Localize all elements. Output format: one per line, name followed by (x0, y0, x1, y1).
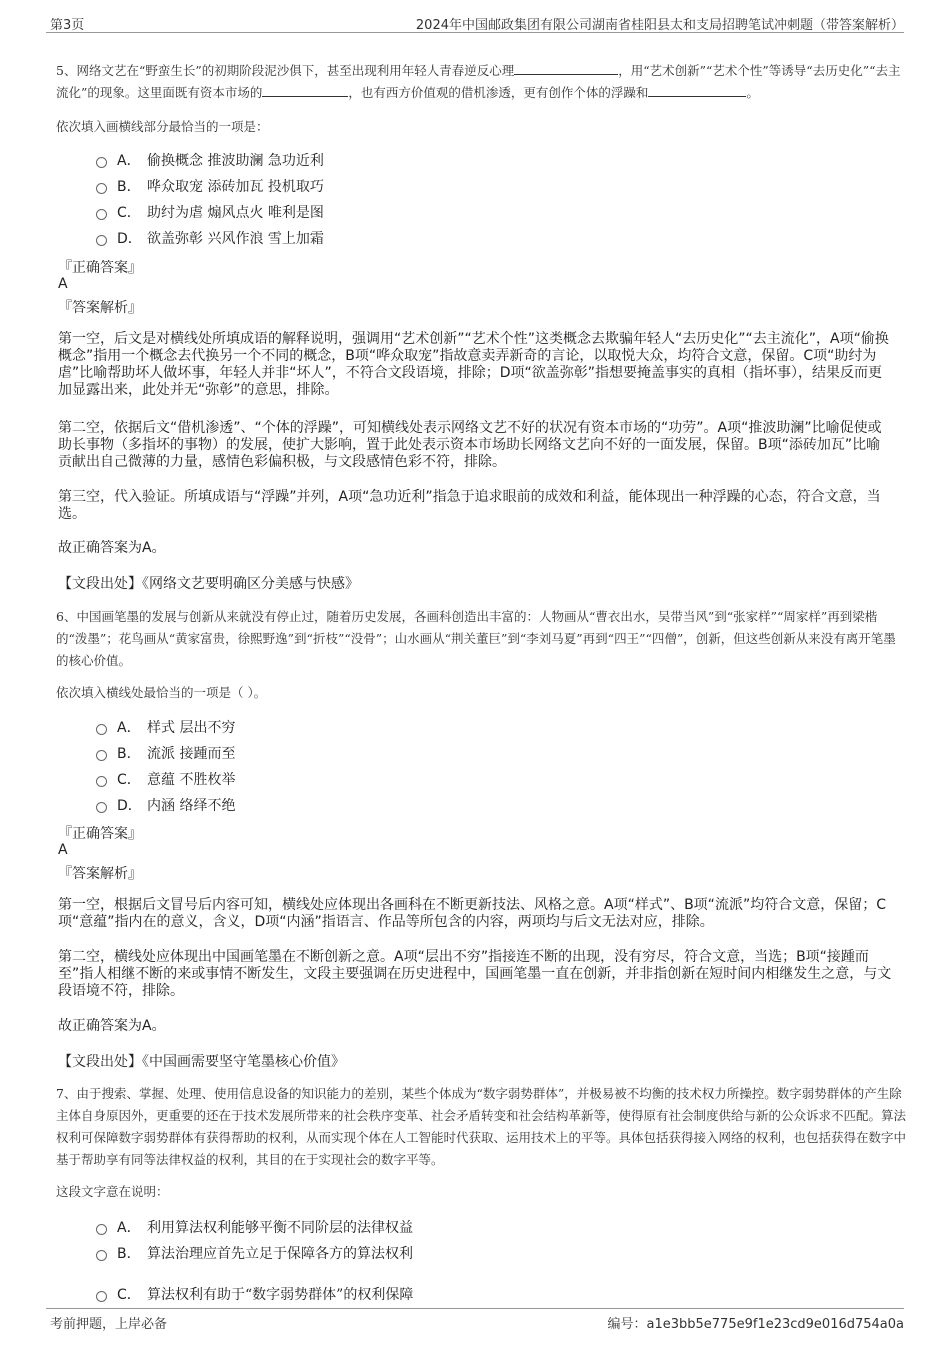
radio-icon[interactable] (96, 157, 107, 168)
blank-3 (648, 84, 746, 97)
page-number: 第3页 (50, 18, 85, 33)
blank-1 (514, 62, 618, 75)
question-6-option-d[interactable]: D． 内涵 络绎不绝 (96, 795, 235, 815)
radio-icon[interactable] (96, 802, 107, 813)
question-7-prompt: 这段文字意在说明： (56, 1184, 169, 1199)
footer-divider (46, 1308, 904, 1309)
question-7-stem: 7、由于搜索、掌握、处理、使用信息设备的知识能力的差别，某些个体成为“数字弱势群体”，并极易被不均衡的技术权力所操控。数字弱势群体的产生除主体自身原因外，更重要的还在于技术发展所带来的社会秩序变革、社会矛盾转变和社会结构革新等，使得原有社会制度供给与新的公众诉求不匹配。算法权利可保障数字弱势群体有获得帮助的权利，从而实现个体在人工智能时代获取、运用技术上的平等。具体包括获得接入网络的权利，也包括获得在数字中基于帮助享有同等法律权益的权利，其目的在于实现社会的数字平等。 (56, 1086, 907, 1167)
radio-icon[interactable] (96, 1291, 107, 1302)
radio-icon[interactable] (96, 750, 107, 761)
question-5-option-c[interactable]: C． 助纣为虐 煽风点火 唯利是图 (96, 202, 324, 222)
passage-source: 【文段出处】《中国画需要坚守笔墨核心价值》 (58, 1054, 345, 1070)
question-6-option-b[interactable]: B． 流派 接踵而至 (96, 743, 235, 763)
document-code: 编号：a1e3bb5e775e9f1e23cd9e016d754a0a (607, 1317, 904, 1332)
question-5-option-d[interactable]: D． 欲盖弥彰 兴风作浪 雪上加霜 (96, 228, 324, 248)
question-6-option-c[interactable]: C． 意蕴 不胜枚举 (96, 769, 235, 789)
question-7-option-a[interactable]: A． 利用算法权利能够平衡不同阶层的法律权益 (96, 1217, 413, 1237)
analysis-paragraph: 第一空，根据后文冒号后内容可知，横线处应体现出各画科在不断更新技法、风格之意。A项“样式”、B项“流派”均符合文意，保留；C项“意蕴”指内在的意义，含义，D项“内涵”指语言、作品等所包含的内容，两项均与后文无法对应，排除。 (58, 897, 886, 930)
document-title: 2024年中国邮政集团有限公司湖南省桂阳县太和支局招聘笔试冲刺题（带答案解析） (415, 18, 904, 33)
radio-icon[interactable] (96, 183, 107, 194)
question-6-prompt: 依次填入横线处最恰当的一项是（ ）。 (56, 685, 267, 700)
analysis-paragraph: 第三空，代入验证。所填成语与“浮躁”并列，A项“急功近利”指急于追求眼前的成效和利益，能体现出一种浮躁的心态，符合文意，当选。 (58, 489, 881, 522)
radio-icon[interactable] (96, 209, 107, 220)
analysis-conclusion: 故正确答案为A。 (58, 1018, 166, 1034)
question-5-option-b[interactable]: B． 哗众取宠 添砖加瓦 投机取巧 (96, 176, 324, 196)
question-5-option-a[interactable]: A． 偷换概念 推波助澜 急功近利 (96, 150, 324, 170)
header-divider (46, 32, 904, 33)
question-7-option-c[interactable]: C． 算法权利有助于“数字弱势群体”的权利保障 (96, 1284, 413, 1304)
analysis-label: 『答案解析』 (58, 300, 142, 316)
question-7-option-b[interactable]: B． 算法治理应首先立足于保障各方的算法权利 (96, 1243, 413, 1263)
footer-slogan: 考前押题，上岸必备 (50, 1317, 168, 1332)
radio-icon[interactable] (96, 776, 107, 787)
radio-icon[interactable] (96, 1250, 107, 1261)
analysis-paragraph: 第一空，后文是对横线处所填成语的解释说明，强调用“艺术创新”“艺术个性”这类概念去欺骗年轻人“去历史化”“去主流化”，A项“偷换概念”指用一个概念去代换另一个不同的概念，B项“哗众取宠”指故意卖弄新奇的言论，以取悦大众，均符合文意，保留。C项“助纣为虐”比喻帮助坏人做坏事，年轻人并非“坏人”，不符合文段语境，排除；D项“欲盖弥彰”指想要掩盖事实的真相（指坏事），结果反而更加显露出来，此处并无“弥彰”的意思，排除。 (58, 331, 889, 398)
radio-icon[interactable] (96, 1224, 107, 1235)
radio-icon[interactable] (96, 235, 107, 246)
analysis-paragraph: 第二空，横线处应体现出中国画笔墨在不断创新之意。A项“层出不穷”指接连不断的出现，没有穷尽，符合文意，当选；B项“接踵而至”指人相继不断的来或事情不断发生，文段主要强调在历史进程中，国画笔墨一直在创新，并非指创新在短时间内相继发生之意，与文段语境不符，排除。 (58, 949, 892, 999)
question-5-prompt: 依次填入画横线部分最恰当的一项是： (56, 119, 269, 134)
question-5-stem: 5、网络文艺在“野蛮生长”的初期阶段泥沙俱下，甚至出现利用年轻人青春逆反心理 ，用“艺术创新”“艺术个性”等诱导“去历史化”“去主流化”的现象。这里面既有资本市场的 ，也有西方价值观的借机渗透，更有创作个体的浮躁和 。 (56, 63, 901, 100)
radio-icon[interactable] (96, 724, 107, 735)
analysis-label: 『答案解析』 (58, 866, 142, 882)
correct-answer-value: A (58, 842, 68, 858)
analysis-paragraph: 第二空，依据后文“借机渗透”、“个体的浮躁”，可知横线处表示网络文艺不好的状况有资本市场的“功劳”。A项“推波助澜”比喻促使或助长事物（多指坏的事物）的发展，使扩大影响，置于此处表示资本市场助长网络文艺向不好的一面发展，保留。B项“添砖加瓦”比喻贡献出自己微薄的力量，感情色彩偏积极，与文段感情色彩不符，排除。 (58, 420, 882, 470)
question-6-stem: 6、中国画笔墨的发展与创新从来就没有停止过，随着历史发展，各画科创造出丰富的：人物画从“曹衣出水，吴带当风”到“张家样”“周家样”再到梁楷的“泼墨”；花鸟画从“黄家富贵，徐熙野逸”到“折枝”“没骨”；山水画从“荆关董巨”到“李刘马夏”再到“四王”“四僧”，创新，但这些创新从来没有离开笔墨的核心价值。 (56, 609, 896, 668)
correct-answer-label: 『正确答案』 (58, 260, 142, 276)
blank-2 (262, 84, 348, 97)
correct-answer-label: 『正确答案』 (58, 826, 142, 842)
correct-answer-value: A (58, 276, 68, 292)
question-6-option-a[interactable]: A． 样式 层出不穷 (96, 717, 235, 737)
analysis-conclusion: 故正确答案为A。 (58, 540, 166, 556)
passage-source: 【文段出处】《网络文艺要明确区分美感与快感》 (58, 576, 359, 592)
